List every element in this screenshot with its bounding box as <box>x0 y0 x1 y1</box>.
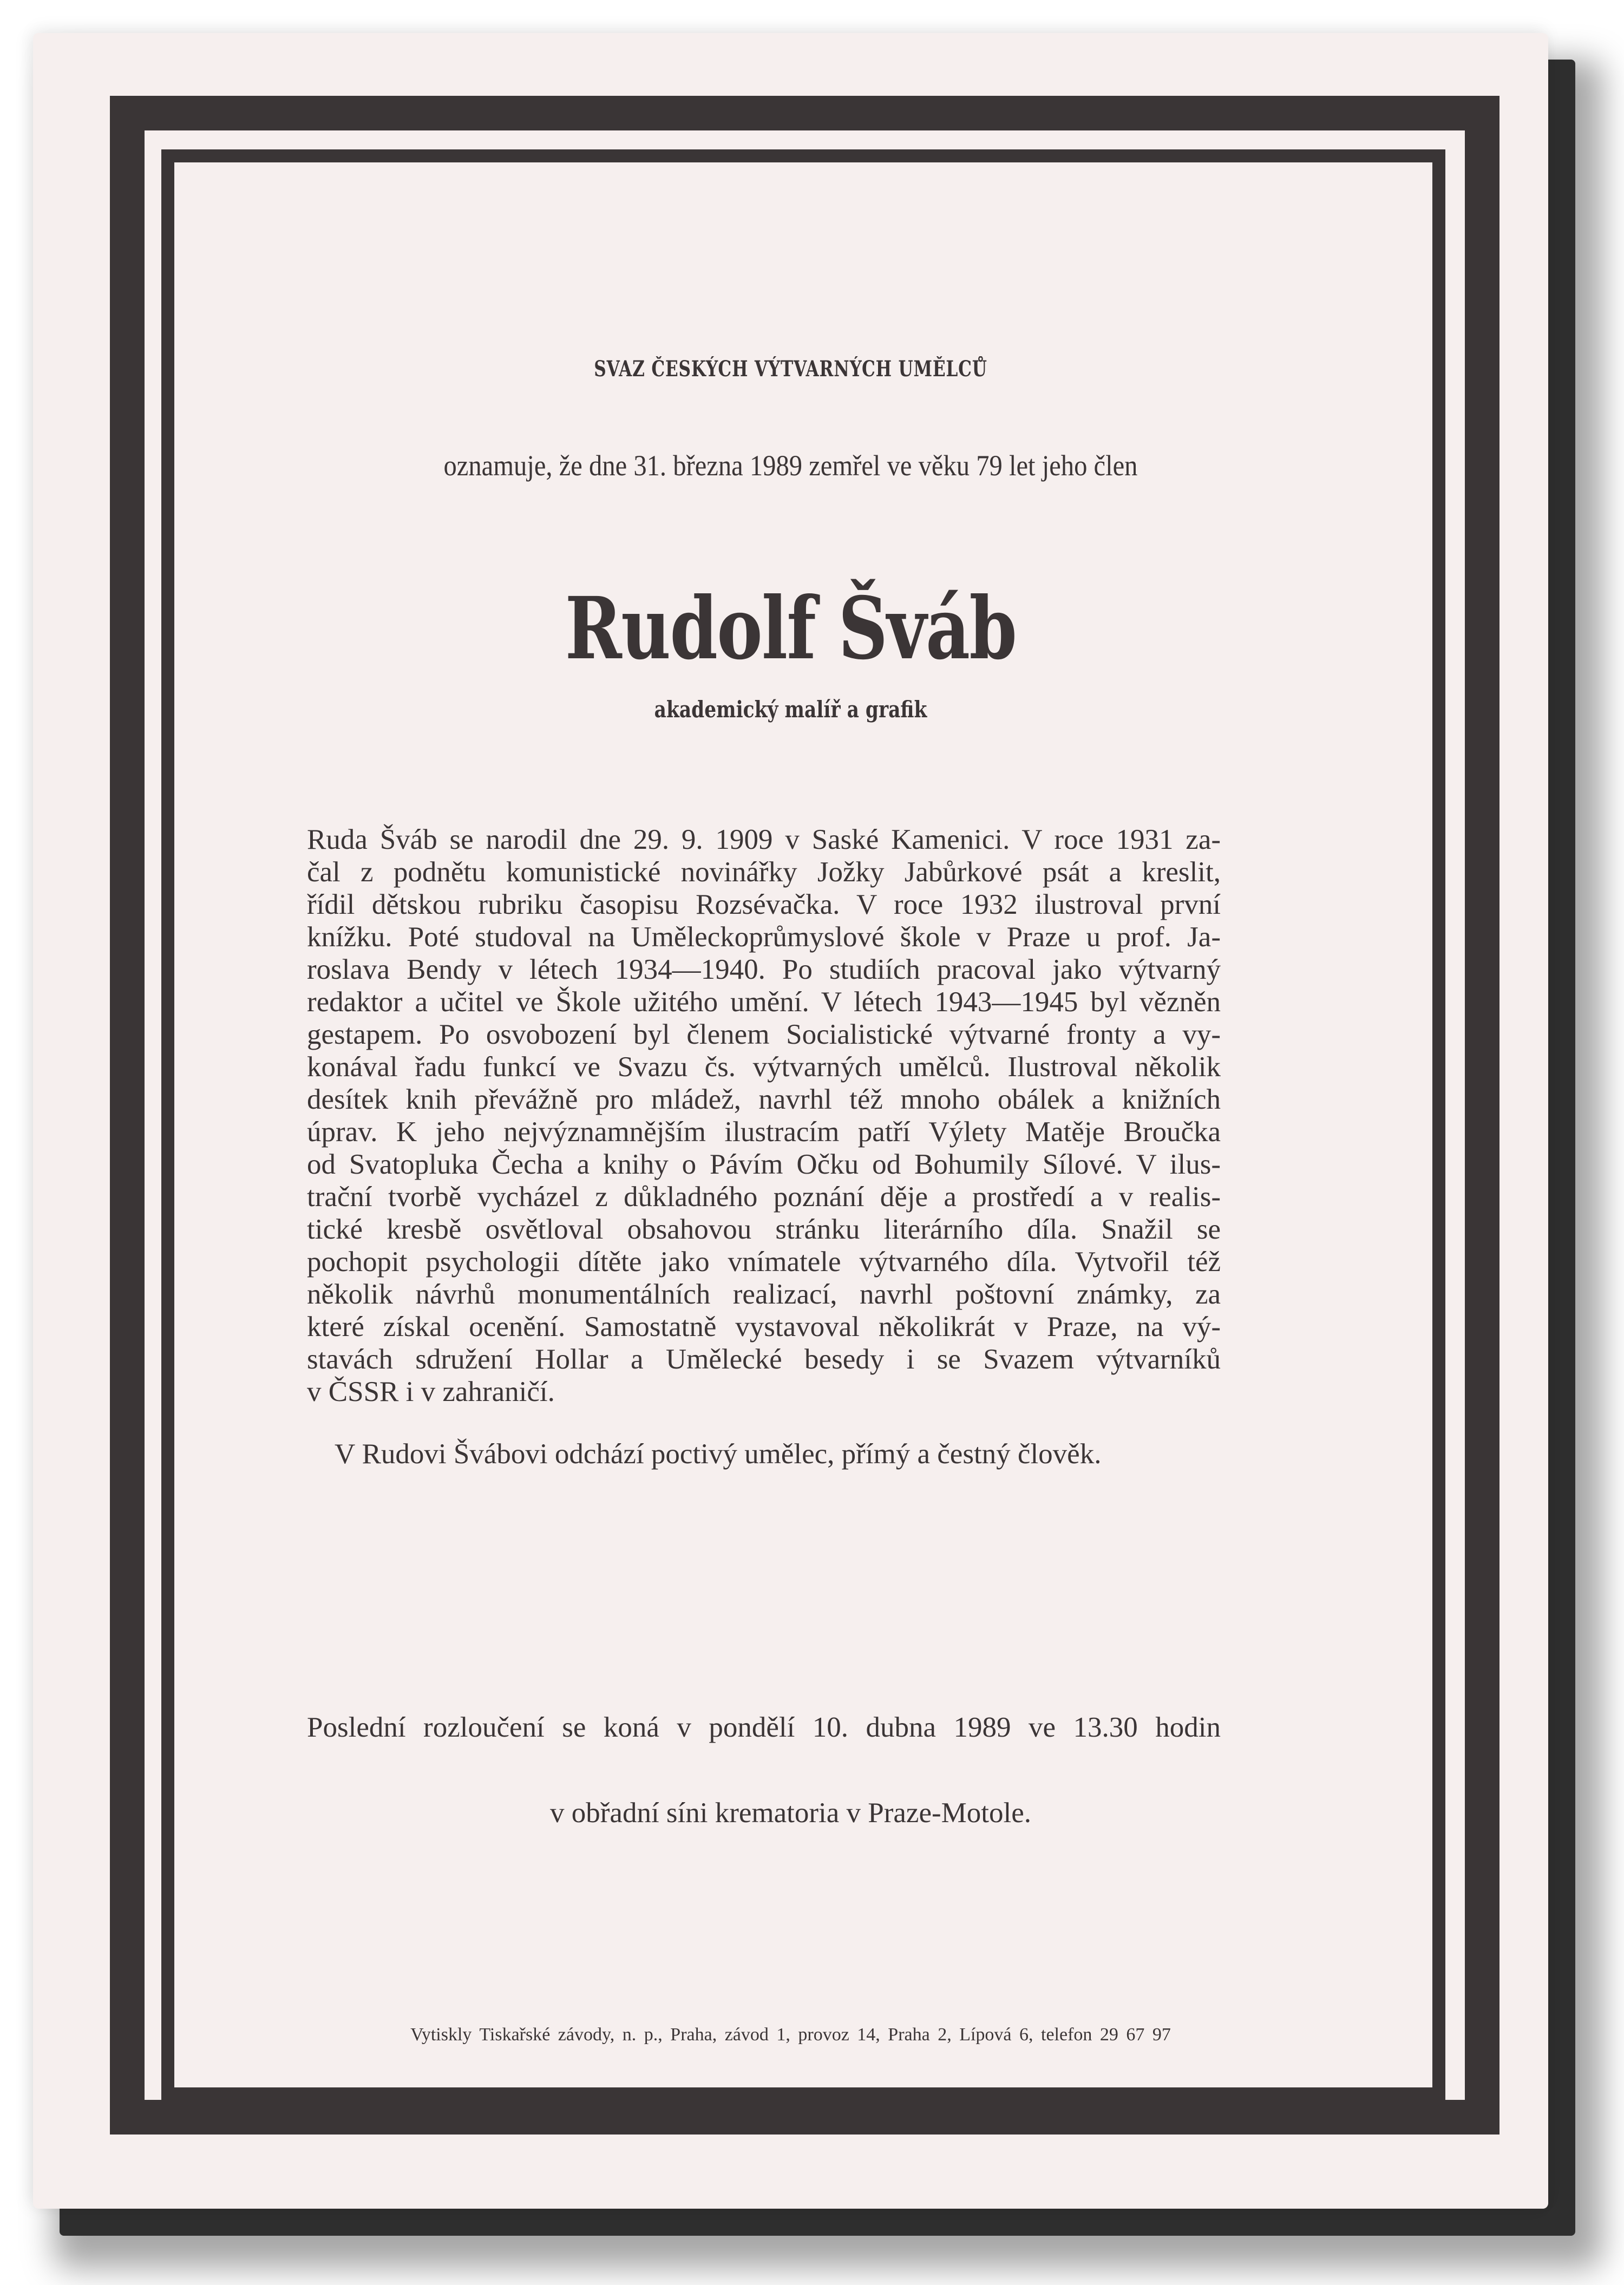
funeral-info <box>307 1711 1221 1744</box>
closing-sentence: V Rudovi Švábovi odchází poctivý umělec, přímý a čestný člověk. <box>335 1438 1102 1470</box>
announcement-text: oznamuje, že dne 31. března 1989 zemřel ve věku 79 let jeho člen <box>443 449 1138 482</box>
biography-line: čal z podnětu komunistické novinářky Jožky Jabůrkové psát a kreslit, <box>307 856 1221 888</box>
deceased-name: Rudolf Šváb <box>565 579 1017 679</box>
printer-imprint: Vytiskly Tiskařské závody, n. p., Praha, závod 1, provoz 14, Praha 2, Lípová 6, telefon 29 67 97 <box>410 2025 1171 2045</box>
biography-line: gestapem. Po osvobození byl členem Socialistické výtvarné fronty a vy- <box>307 1019 1221 1050</box>
biography-line: desítek knih převážně pro mládež, navrhl též mnoho obálek a knižních <box>307 1084 1221 1115</box>
biography-line: knížku. Poté studoval na Uměleckoprůmyslové škole v Praze u prof. Ja- <box>307 921 1221 953</box>
obituary-sheet <box>33 33 1548 2209</box>
biography-line: které získal ocenění. Samostatně vystavoval několikrát v Praze, na vý- <box>307 1311 1221 1343</box>
biography-line: konával řadu funkcí ve Svazu čs. výtvarných umělců. Ilustroval několik <box>307 1051 1221 1083</box>
biography-line: Ruda Šváb se narodil dne 29. 9. 1909 v Saské Kamenici. V roce 1931 za- <box>307 824 1221 855</box>
biography-line: stavách sdružení Hollar a Umělecké besedy i se Svazem výtvarníků <box>307 1344 1221 1375</box>
biography-line: roslava Bendy v létech 1934—1940. Po studiích pracoval jako výtvarný <box>307 954 1221 985</box>
biography-line: redaktor a učitel ve Škole užitého umění. V létech 1943—1945 byl vězněn <box>307 986 1221 1018</box>
biography-line: řídil dětskou rubriku časopisu Rozsévačka. V roce 1932 ilustroval první <box>307 889 1221 920</box>
organization-heading: SVAZ ČESKÝCH VÝTVARNÝCH UMĚLCŮ <box>594 356 987 382</box>
biography <box>307 823 1221 1408</box>
biography-line: od Svatopluka Čecha a knihy o Pávím Očku od Bohumily Sílové. V ilus- <box>307 1149 1221 1180</box>
funeral-location-line: v obřadní síni krematoria v Praze-Motole. <box>550 1797 1031 1829</box>
biography-line: pochopit psychologii dítěte jako vnímatele výtvarného díla. Vytvořil též <box>307 1246 1221 1278</box>
biography-line: úprav. K jeho nejvýznamnějším ilustracím patří Výlety Matěje Broučka <box>307 1116 1221 1148</box>
biography-line: v ČSSR i v zahraničí. <box>307 1376 555 1407</box>
biography-line: tické kresbě osvětloval obsahovou stránku literárního díla. Snažil se <box>307 1214 1221 1245</box>
funeral-date-line: Poslední rozloučení se koná v pondělí 10. dubna 1989 ve 13.30 hodin <box>307 1712 1221 1743</box>
biography-line: několik návrhů monumentálních realizací, navrhl poštovní známky, za <box>307 1279 1221 1310</box>
biography-line: trační tvorbě vycházel z důkladného poznání děje a prostředí a v realis- <box>307 1181 1221 1213</box>
deceased-title: akademický malíř a grafik <box>654 696 927 723</box>
